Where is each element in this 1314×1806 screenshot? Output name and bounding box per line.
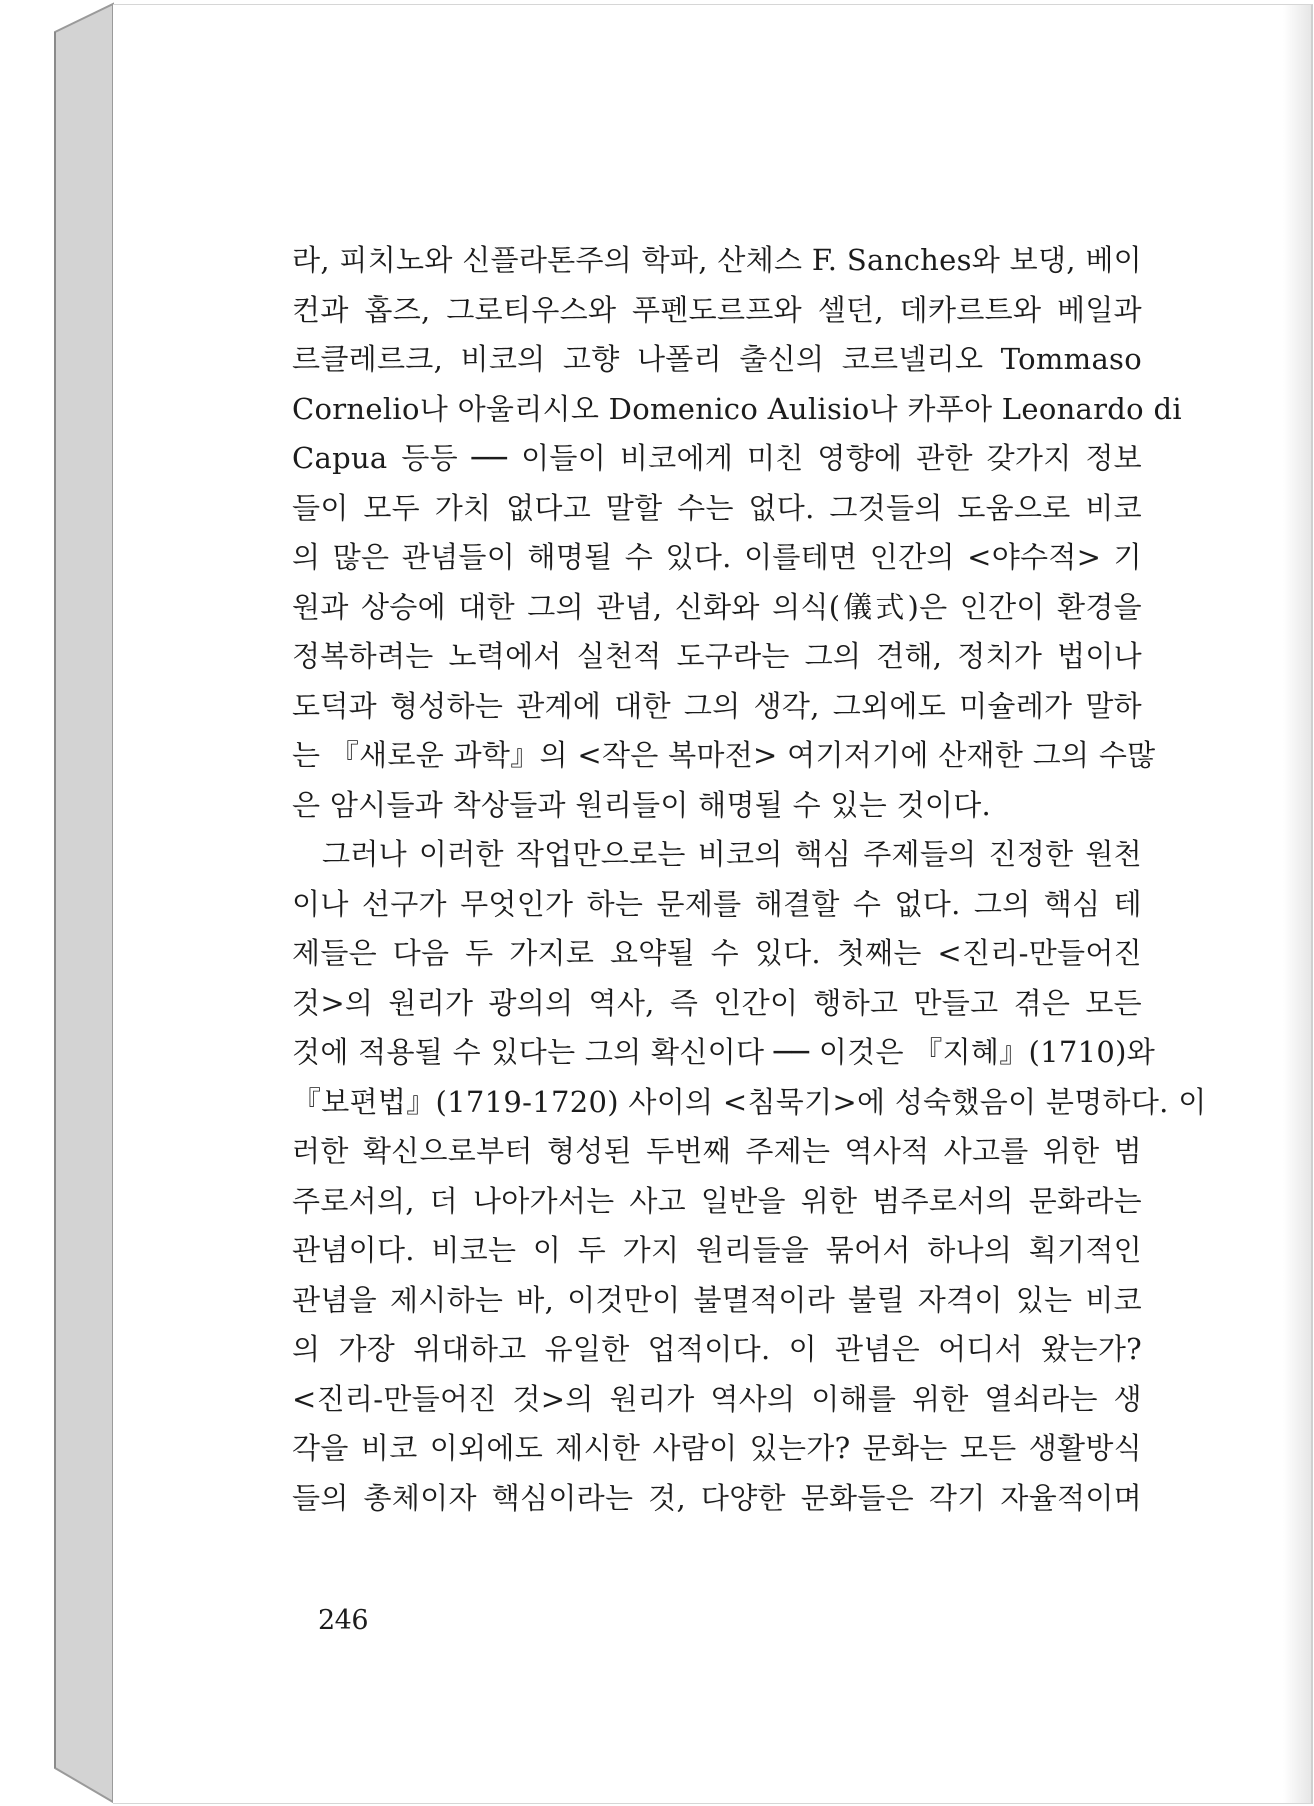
- page-number: 246: [318, 1605, 369, 1636]
- text-line: 『보편법』(1719-1720) 사이의 <침묵기>에 성숙했음이 분명하다. 이: [292, 1084, 1207, 1119]
- text-line: 는 『새로운 과학』의 <작은 복마전> 여기저기에 산재한 그의 수많: [292, 738, 1156, 772]
- text-line: 것>의 원리가 광의의 역사, 즉 인간이 행하고 만들고 겪은 모든: [292, 985, 1142, 1020]
- text-line: 르클레르크, 비코의 고향 나폴리 출신의 코르넬리오 Tommaso: [292, 342, 1142, 376]
- text-line: 주로서의, 더 나아가서는 사고 일반을 위한 범주로서의 문화라는: [292, 1183, 1142, 1218]
- text-line: <진리-만들어진 것>의 원리가 역사의 이해를 위한 열쇠라는 생: [292, 1381, 1142, 1416]
- text-line: 것에 적용될 수 있다는 그의 확신이다 ── 이것은 『지혜』(1710)와: [292, 1035, 1156, 1069]
- text-line: 은 암시들과 착상들과 원리들이 해명될 수 있는 것이다.: [292, 787, 992, 822]
- text-line: Capua 등등 ── 이들이 비코에게 미친 영향에 관한 갖가지 정보: [292, 441, 1142, 475]
- text-line: Cornelio나 아울리시오 Domenico Aulisio나 카푸아 Leonardo di: [292, 391, 1182, 426]
- text-line: 정복하려는 노력에서 실천적 도구라는 그의 견해, 정치가 법이나: [292, 639, 1142, 673]
- text-line: 러한 확신으로부터 형성된 두번째 주제는 역사적 사고를 위한 범: [292, 1134, 1142, 1168]
- text-line: 의 가장 위대하고 유일한 업적이다. 이 관념은 어디서 왔는가?: [292, 1332, 1142, 1366]
- text-line: 관념을 제시하는 바, 이것만이 불멸적이라 불릴 자격이 있는 비코: [292, 1282, 1142, 1317]
- text-line: 들의 총체이자 핵심이라는 것, 다양한 문화들은 각기 자율적이며: [292, 1480, 1142, 1515]
- text-line: 원과 상승에 대한 그의 관념, 신화와 의식(儀式)은 인간이 환경을: [292, 589, 1142, 624]
- text-line: 제들은 다음 두 가지로 요약될 수 있다. 첫째는 <진리-만들어진: [292, 936, 1142, 970]
- text-line: 도덕과 형성하는 관계에 대한 그의 생각, 그외에도 미슐레가 말하: [292, 688, 1142, 723]
- body-text: [292, 236, 1207, 1523]
- text-line: 각을 비코 이외에도 제시한 사람이 있는가? 문화는 모든 생활방식: [292, 1431, 1142, 1465]
- text-line: 들이 모두 가치 없다고 말할 수는 없다. 그것들의 도움으로 비코: [292, 490, 1142, 525]
- text-line: 관념이다. 비코는 이 두 가지 원리들을 묶어서 하나의 획기적인: [292, 1233, 1142, 1267]
- page-edge-shadow: [1283, 5, 1311, 1803]
- text-line: 컨과 홉즈, 그로티우스와 푸펜도르프와 셀던, 데카르트와 베일과: [292, 292, 1142, 327]
- text-line: 라, 피치노와 신플라톤주의 학파, 산체스 F. Sanches와 보댕, 베이: [292, 243, 1142, 277]
- text-line: 이나 선구가 무엇인가 하는 문제를 해결할 수 없다. 그의 핵심 테: [292, 886, 1142, 921]
- text-line: 그러나 이러한 작업만으로는 비코의 핵심 주제들의 진정한 원천: [322, 837, 1142, 871]
- text-line: 의 많은 관념들이 해명될 수 있다. 이를테면 인간의 <야수적> 기: [292, 540, 1142, 574]
